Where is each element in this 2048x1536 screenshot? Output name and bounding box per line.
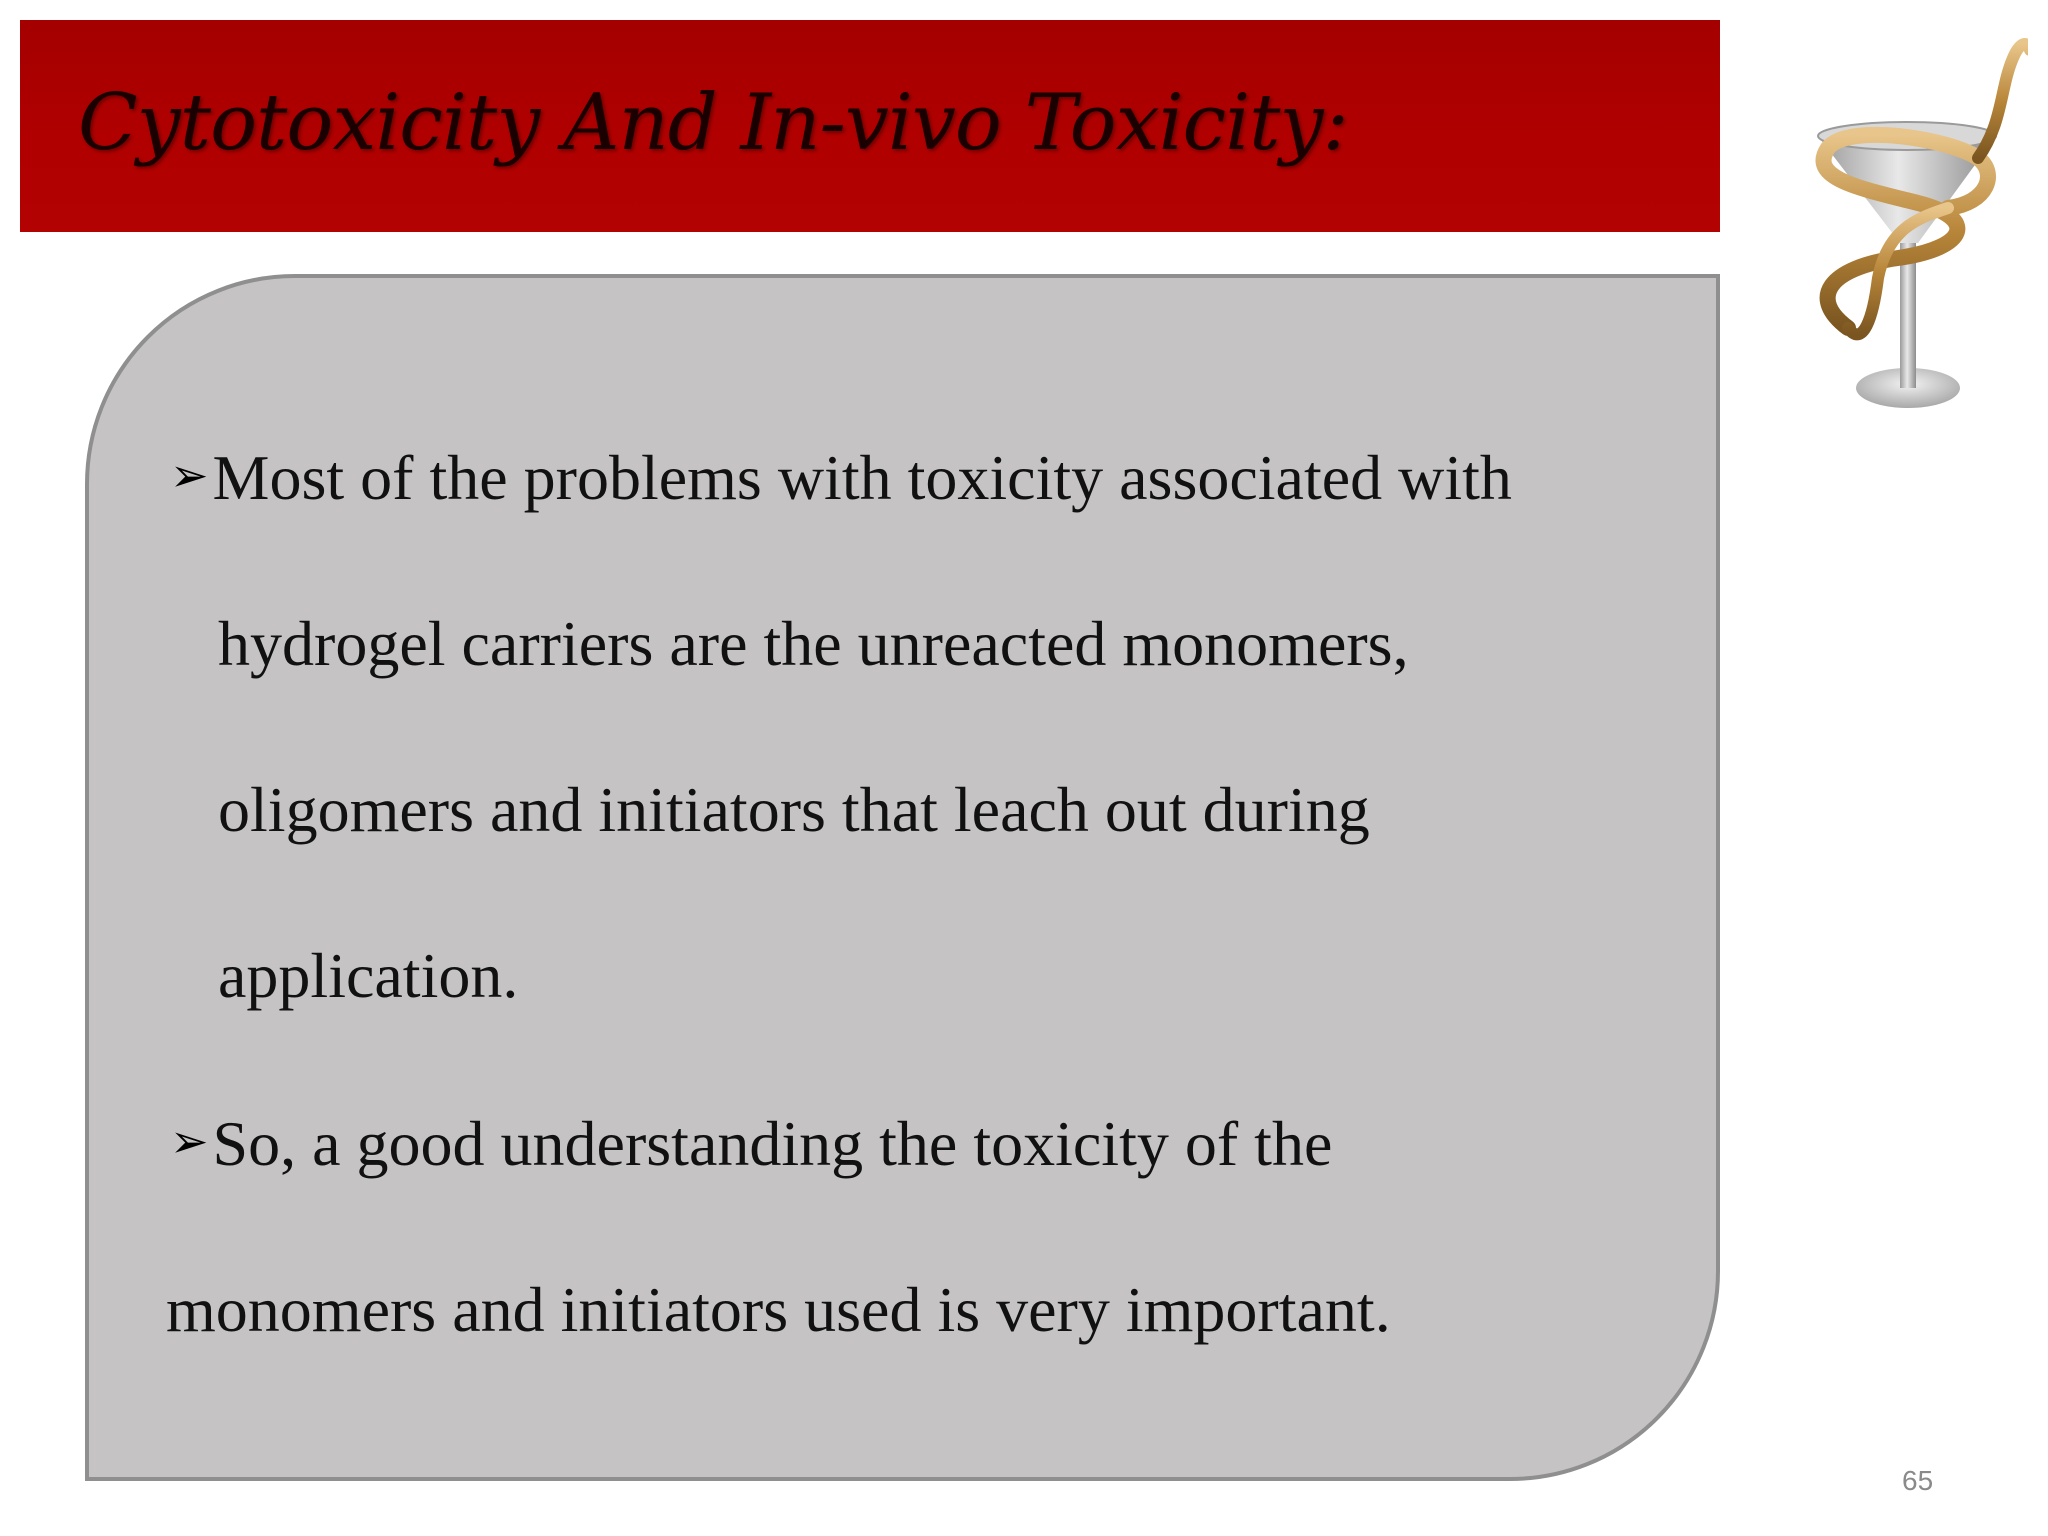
slide-title: Cytotoxicity And In-vivo Toxicity: [78,78,1348,168]
bullet-1-line-2: hydrogel carriers are the unreacted monomers, [218,608,1409,679]
bullet-1-line-1 [170,442,1512,513]
bullet-text: Most of the problems with toxicity associated with [212,442,1512,513]
hygieia-bowl-serpent-icon [1768,28,2028,458]
arrow-bullet-icon: ➢ [170,1114,209,1168]
bullet-1-line-3: oligomers and initiators that leach out during [218,774,1370,845]
bullet-2-line-1 [170,1108,1333,1179]
arrow-bullet-icon: ➢ [170,448,209,502]
bullet-text: So, a good understanding the toxicity of the [212,1108,1333,1179]
page-number: 65 [1902,1465,1934,1496]
bullet-2-line-2: monomers and initiators used is very important. [166,1274,1391,1345]
bullet-1-line-4: application. [218,940,519,1011]
